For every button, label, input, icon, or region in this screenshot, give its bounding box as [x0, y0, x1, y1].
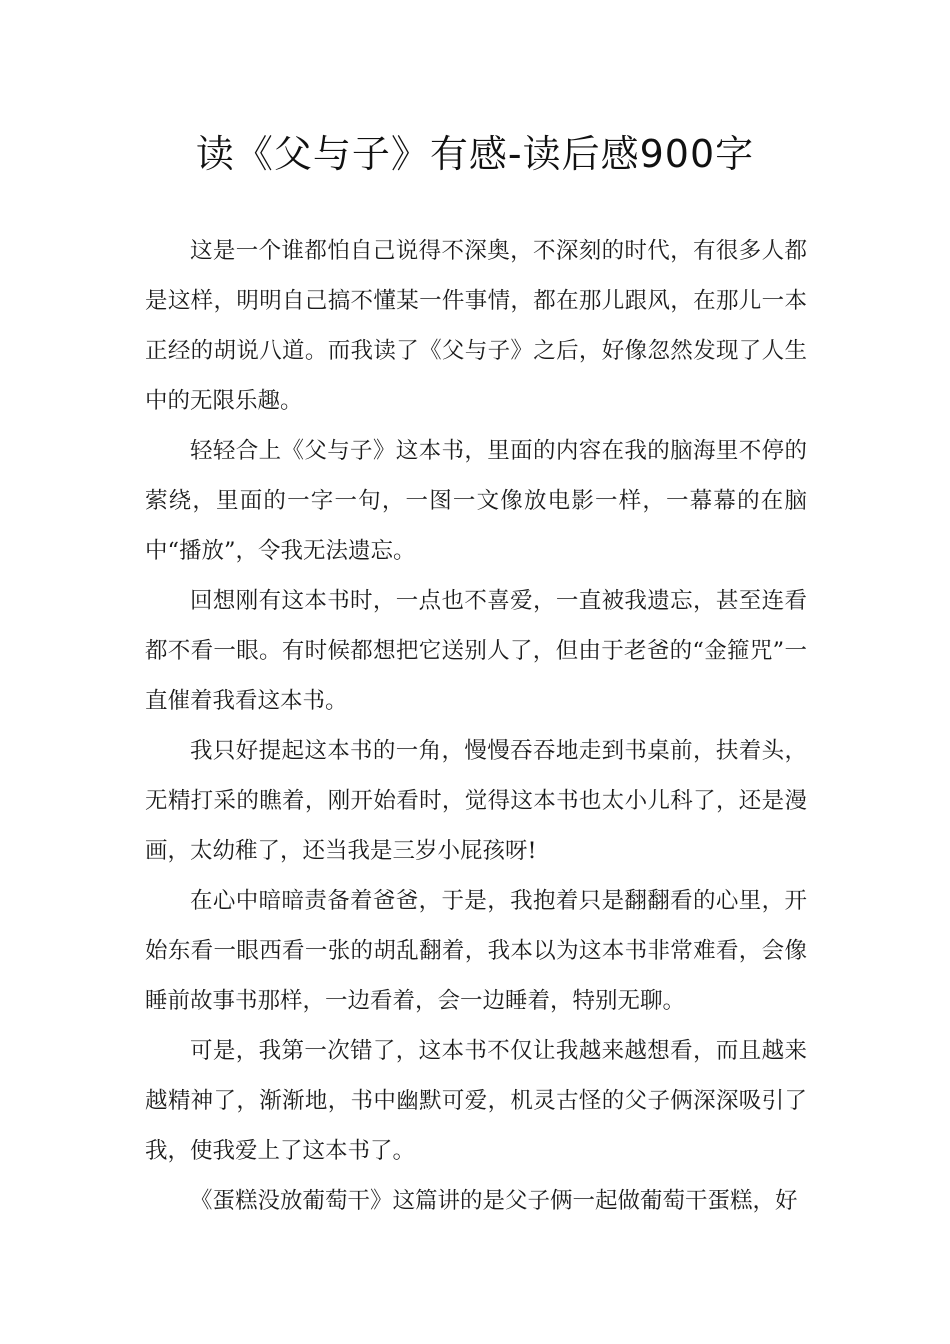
paragraph: 轻轻合上《父与子》这本书，里面的内容在我的脑海里不停的萦绕，里面的一字一句，一图一文像放电影一样，一幕幕的在脑中“播放”，令我无法遗忘。 [145, 438, 807, 564]
paragraph: 这是一个谁都怕自己说得不深奥，不深刻的时代，有很多人都是这样，明明自己搞不懂某一件事情，都在那儿跟风，在那儿一本正经的胡说八道。而我读了《父与子》之后，好像忽然发现了人生中的无限乐趣。 [145, 238, 807, 414]
paragraph: 在心中暗暗责备着爸爸，于是，我抱着只是翻翻看的心里，开始东看一眼西看一张的胡乱翻着，我本以为这本书非常难看，会像睡前故事书那样，一边看着，会一边睡着，特别无聊。 [145, 888, 807, 1014]
document-title: 读《父与子》有感-读后感900字 [195, 132, 755, 176]
paragraph: 可是，我第一次错了，这本书不仅让我越来越想看，而且越来越精神了，渐渐地，书中幽默可爱，机灵古怪的父子俩深深吸引了我，使我爱上了这本书了。 [145, 1038, 807, 1164]
paragraph: 我只好提起这本书的一角，慢慢吞吞地走到书桌前，扶着头，无精打采的瞧着，刚开始看时，觉得这本书也太小儿科了，还是漫画，太幼稚了，还当我是三岁小屁孩呀! [145, 738, 807, 864]
document-body [145, 226, 807, 1226]
paragraph: 回想刚有这本书时，一点也不喜爱，一直被我遗忘，甚至连看都不看一眼。有时候都想把它送别人了，但由于老爸的“金箍咒”一直催着我看这本书。 [145, 588, 807, 714]
paragraph: 《蛋糕没放葡萄干》这篇讲的是父子俩一起做葡萄干蛋糕，好 [190, 1188, 798, 1214]
